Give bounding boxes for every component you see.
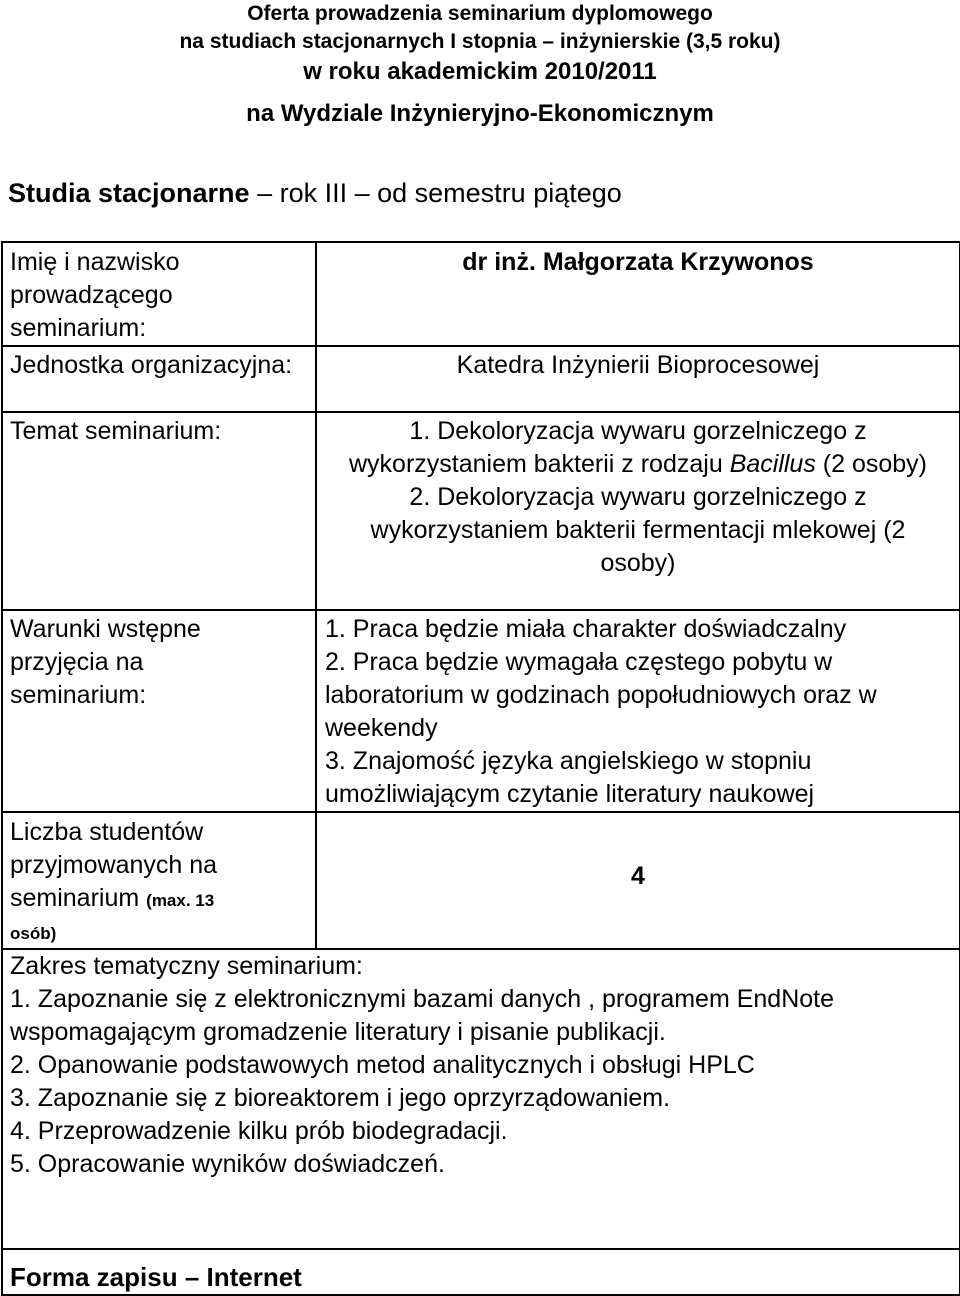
jednostka-label: Jednostka organizacyjna: xyxy=(2,346,316,412)
warunki-label: Warunki wstępne przyjęcia na seminarium: xyxy=(2,610,316,812)
prowadzacy-label: Imię i nazwisko prowadzącego seminarium: xyxy=(2,242,316,346)
topic-1-text-a: 1. Dekoloryzacja wywaru gorzelniczego z wykorzystaniem bakterii z rodzaju xyxy=(348,417,867,478)
header-line-2: na studiach stacjonarnych I stopnia – inżynierskie (3,5 roku) xyxy=(179,30,781,53)
studia-bold: Studia stacjonarne xyxy=(8,178,250,208)
zakres-item-3: 3. Zapoznanie się z bioreaktorem i jego oprzyrządowaniem. xyxy=(10,1084,671,1112)
liczba-label-small: (max. 13 osób) xyxy=(10,891,215,943)
topic-2: 2. Dekoloryzacja wywaru gorzelniczego z wykorzystaniem bakterii fermentacji mlekowej (2 osoby) xyxy=(370,483,906,577)
row-temat xyxy=(2,412,960,610)
temat-label: Temat seminarium: xyxy=(2,412,316,610)
row-liczba xyxy=(2,812,960,949)
liczba-value: 4 xyxy=(316,812,960,949)
prowadzacy-value-text: dr inż. Małgorzata Krzywonos xyxy=(462,248,814,276)
row-forma xyxy=(2,1249,960,1295)
header-line-1: Oferta prowadzenia seminarium dyplomowego xyxy=(247,2,713,25)
header-line-4: na Wydziale Inżynieryjno-Ekonomicznym xyxy=(246,100,714,127)
row-prowadzacy xyxy=(2,242,960,346)
seminar-table xyxy=(1,241,960,1296)
row-zakres xyxy=(2,949,960,1249)
zakres-item-4: 4. Przeprowadzenie kilku prób biodegradacji. xyxy=(10,1117,508,1145)
liczba-label-text: Liczba studentów przyjmowanych na seminarium xyxy=(10,818,218,912)
warunek-1: 1. Praca będzie miała charakter doświadczalny xyxy=(325,615,847,643)
warunek-2: 2. Praca będzie wymagała częstego pobytu w laboratorium w godzinach popołudniowych oraz w weekendy xyxy=(325,648,877,742)
warunki-value xyxy=(316,610,960,812)
studia-rest: – rok III – od semestru piątego xyxy=(249,178,622,208)
header-line-3: w roku akademickim 2010/2011 xyxy=(303,58,657,85)
temat-value xyxy=(316,412,960,610)
jednostka-value: Katedra Inżynierii Bioprocesowej xyxy=(316,346,960,412)
prowadzacy-value xyxy=(316,242,960,346)
topic-1 xyxy=(337,415,939,481)
row-jednostka xyxy=(2,346,960,412)
forma-cell: Forma zapisu – Internet xyxy=(2,1249,960,1295)
zakres-cell xyxy=(2,949,960,1249)
studia-line xyxy=(8,176,622,210)
topic-1-text-b: (2 osoby) xyxy=(815,450,928,478)
zakres-item-2: 2. Opanowanie podstawowych metod analitycznych i obsługi HPLC xyxy=(10,1051,755,1079)
zakres-item-5: 5. Opracowanie wyników doświadczeń. xyxy=(10,1150,445,1178)
zakres-label: Zakres tematyczny seminarium: xyxy=(10,952,363,980)
zakres-item-1: 1. Zapoznanie się z elektronicznymi bazami danych , programem EndNote wspomagającym gromadzenie literatury i pisanie publikacji. xyxy=(10,985,835,1046)
topic-1-italic: Bacillus xyxy=(729,450,816,478)
warunek-3: 3. Znajomość języka angielskiego w stopniu umożliwiającym czytanie literatury naukowej xyxy=(325,747,815,808)
liczba-label xyxy=(2,812,316,949)
row-warunki xyxy=(2,610,960,812)
